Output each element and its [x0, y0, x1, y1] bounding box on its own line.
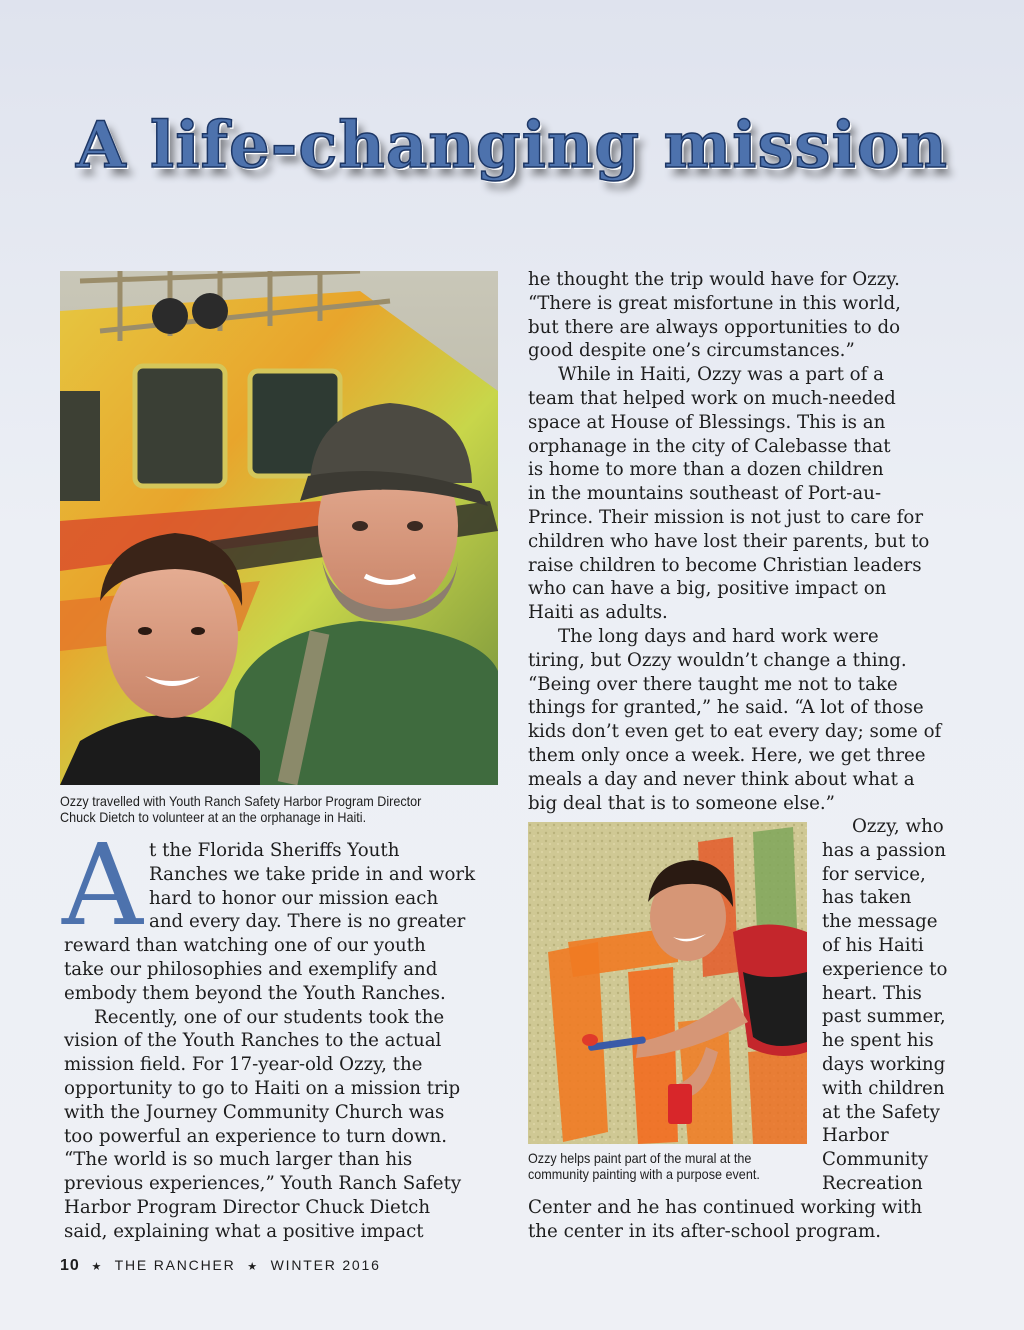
text-line: orphanage in the city of Calebasse that: [528, 435, 891, 457]
star-icon: ★: [247, 1261, 259, 1273]
text-line: for service,: [822, 863, 926, 885]
text-line: opportunity to go to Haiti on a mission trip: [64, 1077, 461, 1099]
text-line: the message: [822, 911, 938, 933]
text-line: Community: [822, 1149, 929, 1171]
text-line: has a passion: [822, 839, 946, 861]
text-line: days working: [822, 1053, 946, 1075]
text-line: The long days and hard work were: [558, 625, 879, 647]
text-line: Prince. Their mission is not just to care for: [528, 506, 924, 528]
text-line: with the Journey Community Church was: [64, 1101, 445, 1123]
left-column-text: [64, 839, 475, 1244]
text-line: of his Haiti: [822, 934, 924, 956]
caption-line: community painting with a purpose event.: [528, 1166, 760, 1182]
photo-ozzy-and-director: [60, 271, 498, 785]
text-line: Harbor: [822, 1125, 889, 1147]
text-line: with children: [822, 1077, 945, 1099]
right-column-wrap-text: [822, 815, 947, 1196]
caption-line: Ozzy travelled with Youth Ranch Safety Harbor Program Director: [60, 793, 422, 809]
text-line: Recently, one of our students took the: [94, 1006, 445, 1028]
photo-caption-2: [528, 1150, 760, 1182]
text-line: “Being over there taught me not to take: [528, 673, 898, 695]
text-line: Recreation: [822, 1172, 923, 1194]
text-line: big deal that is to someone else.”: [528, 792, 835, 814]
caption-line: Ozzy helps paint part of the mural at the: [528, 1150, 752, 1166]
text-line: too powerful an experience to turn down.: [64, 1125, 448, 1147]
issue-date: WINTER 2016: [270, 1257, 381, 1273]
text-line: experience to: [822, 958, 948, 980]
text-line: raise children to become Christian leaders: [528, 554, 922, 576]
text-line: things for granted,” he said. “A lot of those: [528, 697, 924, 719]
text-line: team that helped work on much-needed: [528, 387, 896, 409]
drop-cap: A: [62, 821, 143, 951]
text-line: vision of the Youth Ranches to the actual: [64, 1030, 442, 1052]
text-line: them only once a week. Here, we get three: [528, 744, 926, 766]
text-line: and every day. There is no greater: [149, 911, 466, 933]
text-line: Center and he has continued working with: [528, 1197, 923, 1218]
text-line: in the mountains southeast of Port-au-: [528, 483, 882, 505]
publication-name: THE RANCHER: [114, 1257, 236, 1273]
page-footer: [60, 1257, 381, 1275]
text-line: kids don’t even get to eat every day; some of: [528, 721, 942, 743]
text-line: previous experiences,” Youth Ranch Safety: [64, 1173, 462, 1195]
text-line: who can have a big, positive impact on: [528, 578, 887, 600]
text-line: embody them beyond the Youth Ranches.: [64, 982, 446, 1004]
page-number: 10: [60, 1257, 80, 1274]
star-icon: ★: [91, 1261, 104, 1273]
text-line: is home to more than a dozen children: [528, 459, 884, 481]
text-line: tiring, but Ozzy wouldn’t change a thing.: [528, 649, 907, 671]
text-line: heart. This: [822, 982, 922, 1004]
text-line: space at House of Blessings. This is an: [528, 411, 886, 433]
text-line: While in Haiti, Ozzy was a part of a: [558, 364, 884, 386]
text-line: past summer,: [822, 1006, 946, 1028]
text-line: take our philosophies and exemplify and: [64, 958, 438, 980]
text-line: t the Florida Sheriffs Youth: [149, 840, 400, 861]
article-title: A life-changing mission: [75, 108, 949, 183]
text-line: said, explaining what a positive impact: [64, 1220, 424, 1242]
text-line: he thought the trip would have for Ozzy.: [528, 269, 900, 290]
right-column-bottom-text: [528, 1196, 922, 1244]
text-line: “There is great misfortune in this world,: [528, 292, 901, 314]
text-line: he spent his: [822, 1030, 934, 1052]
text-line: Harbor Program Director Chuck Dietch: [64, 1196, 431, 1218]
text-line: Haiti as adults.: [528, 602, 668, 624]
text-line: Ozzy, who: [852, 816, 944, 837]
photo-ozzy-painting-mural: [528, 822, 807, 1144]
text-line: the center in its after-school program.: [528, 1220, 882, 1242]
text-line: has taken: [822, 887, 912, 909]
text-line: reward than watching one of our youth: [64, 935, 426, 957]
text-line: “The world is so much larger than his: [64, 1149, 413, 1171]
text-line: good despite one’s circumstances.”: [528, 340, 855, 362]
text-line: at the Safety: [822, 1101, 940, 1123]
text-line: hard to honor our mission each: [149, 887, 439, 909]
text-line: but there are always opportunities to do: [528, 316, 901, 338]
text-line: meals a day and never think about what a: [528, 768, 915, 790]
text-line: Ranches we take pride in and work: [149, 863, 476, 885]
text-line: mission field. For 17-year-old Ozzy, the: [64, 1054, 423, 1076]
right-column-text: [528, 268, 941, 815]
caption-line: Chuck Dietch to volunteer at an the orphanage in Haiti.: [60, 809, 367, 825]
text-line: children who have lost their parents, but to: [528, 530, 930, 552]
